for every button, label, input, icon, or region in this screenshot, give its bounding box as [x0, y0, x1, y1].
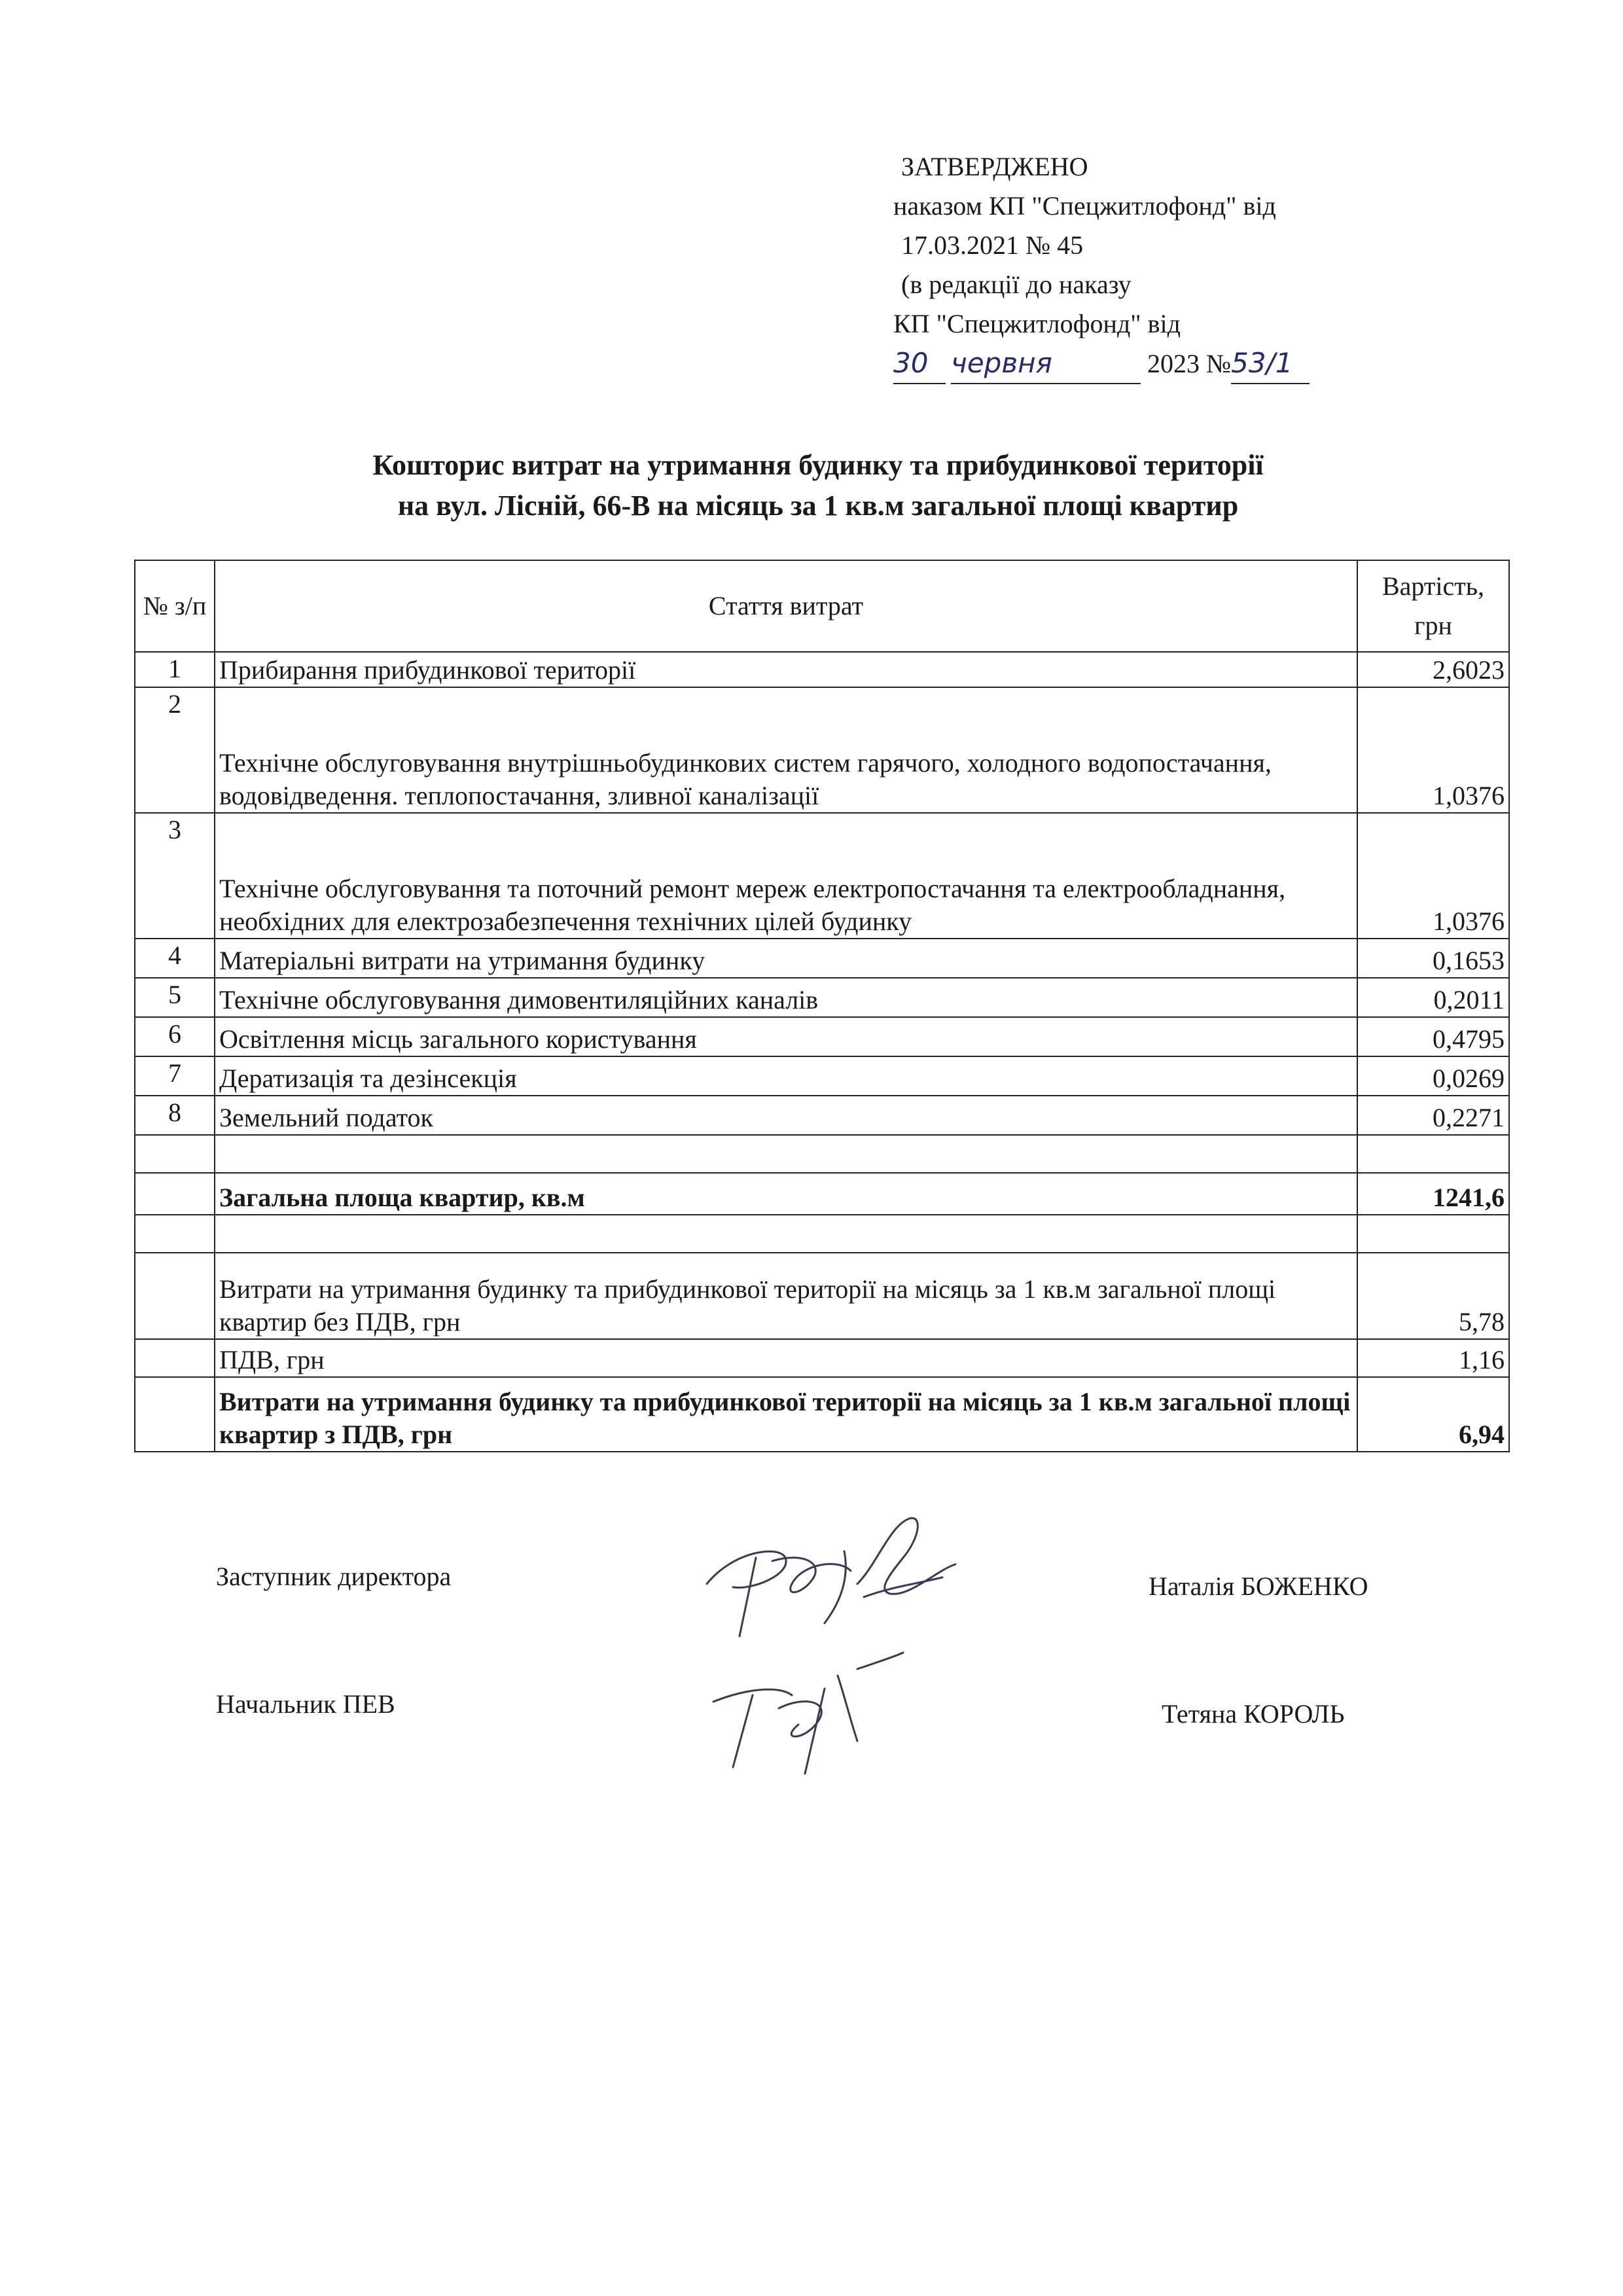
table-row: [135, 978, 1509, 1017]
approval-heading: ЗАТВЕРДЖЕНО: [901, 152, 1088, 181]
header-value: Вартість, грн: [1357, 560, 1509, 652]
revision-year-label: 2023 №: [1147, 349, 1232, 378]
cost-without-vat-row: [135, 1253, 1509, 1339]
approval-revision-org: КП "Спецжитлофонд" від: [893, 309, 1181, 338]
head-pev-name: Тетяна КОРОЛЬ: [1162, 1699, 1345, 1729]
vat-label: ПДВ, грн: [215, 1339, 1357, 1377]
table-row: [135, 652, 1509, 687]
head-signature-icon: [707, 1649, 916, 1780]
header-article: Стаття витрат: [215, 560, 1357, 652]
row-value: 0,2271: [1357, 1096, 1509, 1135]
handwritten-month: червня: [951, 344, 1141, 384]
total-area-value: 1241,6: [1357, 1173, 1509, 1215]
table-row: [135, 813, 1509, 939]
row-article: Технічне обслуговування внутрішньобудинкових систем гарячого, холодного водопостачання, водовідведення. теплопостачання, зливної каналізації: [215, 687, 1357, 813]
table-row: [135, 1056, 1509, 1096]
approval-order-line: наказом КП "Спецжитлофонд" від: [893, 191, 1276, 221]
row-value: 0,0269: [1357, 1056, 1509, 1096]
handwritten-order-number: 53/1: [1231, 344, 1310, 384]
vat-value: 1,16: [1357, 1339, 1509, 1377]
deputy-director-title: Заступник директора: [216, 1562, 452, 1591]
cost-without-vat-value: 5,78: [1357, 1253, 1509, 1339]
approval-stamp: [893, 147, 1310, 384]
row-value: 0,4795: [1357, 1017, 1509, 1056]
approval-order-date: 17.03.2021 № 45: [901, 230, 1084, 260]
row-value: 1,0376: [1357, 813, 1509, 939]
cost-with-vat-label: Витрати на утримання будинку та прибудинкової території на місяць за 1 кв.м загальної площі квартир з ПДВ, грн: [215, 1377, 1357, 1452]
document-title: [131, 445, 1505, 526]
table-header: [135, 560, 1509, 652]
row-number: 7: [135, 1056, 215, 1096]
table-blank-row: [135, 1135, 1509, 1173]
approval-revision-line: (в редакції до наказу: [901, 270, 1132, 299]
table-row: [135, 687, 1509, 813]
total-area-row: [135, 1173, 1509, 1215]
cost-with-vat-row: [135, 1377, 1509, 1452]
row-article: Прибирання прибудинкової території: [215, 652, 1357, 687]
row-article: Матеріальні витрати на утримання будинку: [215, 939, 1357, 978]
row-number: 6: [135, 1017, 215, 1056]
row-number: 5: [135, 978, 215, 1017]
cost-table: [134, 560, 1510, 1452]
deputy-signature-icon: [694, 1512, 969, 1669]
cost-with-vat-value: 6,94: [1357, 1377, 1509, 1452]
vat-row: [135, 1339, 1509, 1377]
row-value: 2,6023: [1357, 652, 1509, 687]
total-area-label: Загальна площа квартир, кв.м: [215, 1173, 1357, 1215]
head-pev-title: Начальник ПЕВ: [216, 1689, 395, 1719]
table-row: [135, 1096, 1509, 1135]
row-number: 8: [135, 1096, 215, 1135]
handwritten-day: 30: [893, 344, 946, 384]
table-row: [135, 1017, 1509, 1056]
row-article: Освітлення місць загального користування: [215, 1017, 1357, 1056]
title-line-2: на вул. Лісній, 66-В на місяць за 1 кв.м загальної площі квартир: [397, 490, 1239, 522]
row-number: 1: [135, 652, 215, 687]
row-article: Технічне обслуговування та поточний ремонт мереж електропостачання та електрообладнання, необхідних для електрозабезпечення технічних цілей будинку: [215, 813, 1357, 939]
row-article: Земельний податок: [215, 1096, 1357, 1135]
approval-revision-date: [893, 344, 1310, 384]
header-number: № з/п: [135, 560, 215, 652]
row-article: Дератизація та дезінсекція: [215, 1056, 1357, 1096]
row-number: 3: [135, 813, 215, 939]
row-value: 0,2011: [1357, 978, 1509, 1017]
row-article: Технічне обслуговування димовентиляційних каналів: [215, 978, 1357, 1017]
cost-without-vat-label: Витрати на утримання будинку та прибудинкової території на місяць за 1 кв.м загальної площі квартир без ПДВ, грн: [215, 1253, 1357, 1339]
title-line-1: Кошторис витрат на утримання будинку та прибудинкової території: [372, 449, 1264, 481]
row-value: 0,1653: [1357, 939, 1509, 978]
table-blank-row: [135, 1215, 1509, 1253]
row-value: 1,0376: [1357, 687, 1509, 813]
deputy-director-name: Наталія БОЖЕНКО: [1149, 1571, 1368, 1601]
table-row: [135, 939, 1509, 978]
row-number: 4: [135, 939, 215, 978]
row-number: 2: [135, 687, 215, 813]
